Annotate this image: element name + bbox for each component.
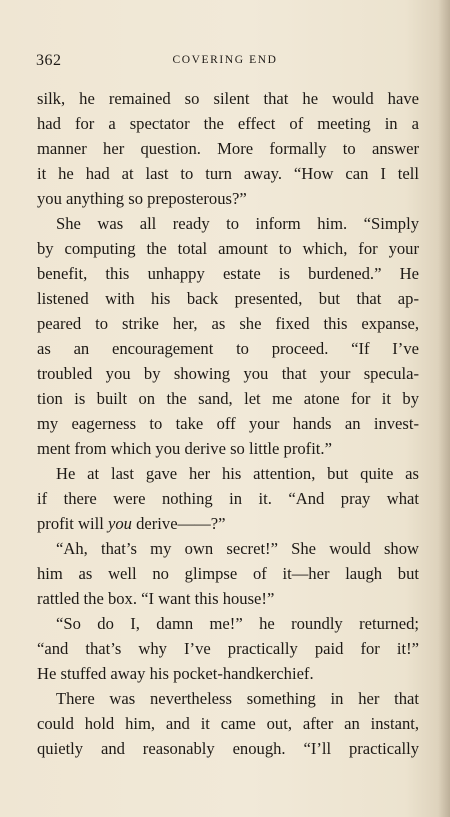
body-text <box>37 86 419 761</box>
text-line: peared to strike her, as she fixed this expanse, <box>37 314 419 333</box>
text-line: could hold him, and it came out, after an instant, <box>37 714 419 733</box>
text-line: He stuffed away his pocket-handkerchief. <box>37 664 314 683</box>
text-line: silk, he remained so silent that he would have <box>37 89 419 108</box>
text-line: She was all ready to inform him. “Simply <box>56 214 419 233</box>
text-line: you anything so preposterous?” <box>37 189 247 208</box>
text-line <box>37 511 419 536</box>
line-segment: derive——?” <box>131 514 226 533</box>
running-head: COVERING END <box>172 54 278 66</box>
text-line: my eagerness to take off your hands an invest- <box>37 414 419 433</box>
text-line: “Ah, that’s my own secret!” She would show <box>56 539 419 558</box>
text-line: it he had at last to turn away. “How can I tell <box>37 164 419 183</box>
emphasis: you <box>107 514 132 533</box>
text-line: benefit, this unhappy estate is burdened.” He <box>37 264 419 283</box>
text-line: as an encouragement to proceed. “If I’ve <box>37 339 419 358</box>
line-segment: profit will <box>37 514 108 533</box>
text-line: ment from which you derive so little profit.” <box>37 439 332 458</box>
text-line: troubled you by showing you that your specula- <box>37 364 419 383</box>
page-header <box>36 52 414 72</box>
text-line: There was nevertheless something in her that <box>56 689 419 708</box>
text-line: rattled the box. “I want this house!” <box>37 589 275 608</box>
text-line: tion is built on the sand, let me atone for it by <box>37 389 419 408</box>
text-line: “and that’s why I’ve practically paid for it!” <box>37 639 419 658</box>
page-number: 362 <box>36 52 62 69</box>
text-line: him as well no glimpse of it—her laugh but <box>37 564 419 583</box>
text-line: listened with his back presented, but that ap- <box>37 289 419 308</box>
text-line: quietly and reasonably enough. “I’ll practically <box>37 739 419 758</box>
text-line: had for a spectator the effect of meeting in a <box>37 114 419 133</box>
text-line: manner her question. More formally to answer <box>37 139 419 158</box>
text-line: He at last gave her his attention, but quite as <box>56 464 419 483</box>
text-line: if there were nothing in it. “And pray what <box>37 489 419 508</box>
text-line: “So do I, damn me!” he roundly returned; <box>56 614 419 633</box>
text-line: by computing the total amount to which, for your <box>37 239 419 258</box>
